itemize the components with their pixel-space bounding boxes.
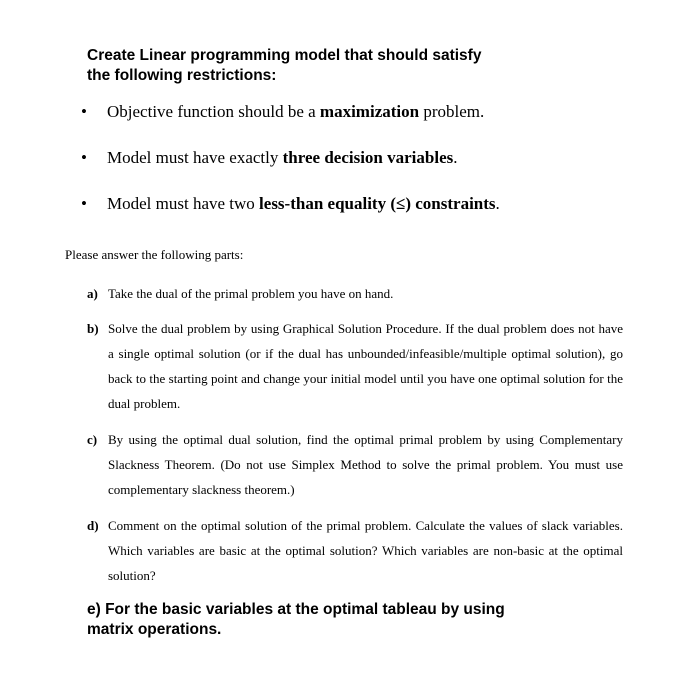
restriction-item	[76, 100, 656, 124]
restriction-text: Model must have two less-than equality (≤) constraints.	[107, 194, 500, 213]
part-label: c)	[87, 432, 98, 447]
heading-line-2: the following restrictions:	[87, 67, 277, 84]
part-text: By using the optimal dual solution, find the optimal primal problem by using Complementary Slackness Theorem. (Do not use Simplex Method to solve the primal problem. You must use complementary slackness theorem.)	[108, 432, 623, 497]
restriction-list	[76, 100, 656, 238]
part-label: b)	[87, 321, 99, 336]
part-text: Solve the dual problem by using Graphical Solution Procedure. If the dual problem does not have a single optimal solution (or if the dual has unbounded/infeasible/multiple optimal solution), go back to the starting point and change your initial model until you have one optimal solution for the dual problem.	[108, 321, 623, 411]
part-label: a)	[87, 286, 98, 301]
bullet-icon: •	[81, 102, 87, 121]
bullet-icon: •	[81, 148, 87, 167]
heading-line-1: Create Linear programming model that should satisfy	[87, 47, 482, 64]
part-label: d)	[87, 518, 99, 533]
restriction-text: Objective function should be a maximization problem.	[107, 102, 485, 121]
parts-intro: Please answer the following parts:	[65, 247, 244, 262]
part-e-line-2: matrix operations.	[87, 621, 222, 638]
part-text: Comment on the optimal solution of the primal problem. Calculate the values of slack variables. Which variables are basic at the optimal solution? Which variables are non-basic at the optimal solution?	[108, 518, 623, 583]
part-e-line-1: e) For the basic variables at the optimal tableau by using	[87, 601, 505, 618]
part-e	[87, 600, 607, 640]
assignment-heading	[87, 46, 647, 86]
restriction-item	[76, 192, 656, 216]
part-text: Take the dual of the primal problem you have on hand.	[108, 286, 394, 301]
bullet-icon: •	[81, 194, 87, 213]
restriction-item	[76, 146, 656, 170]
restriction-text: Model must have exactly three decision variables.	[107, 148, 458, 167]
